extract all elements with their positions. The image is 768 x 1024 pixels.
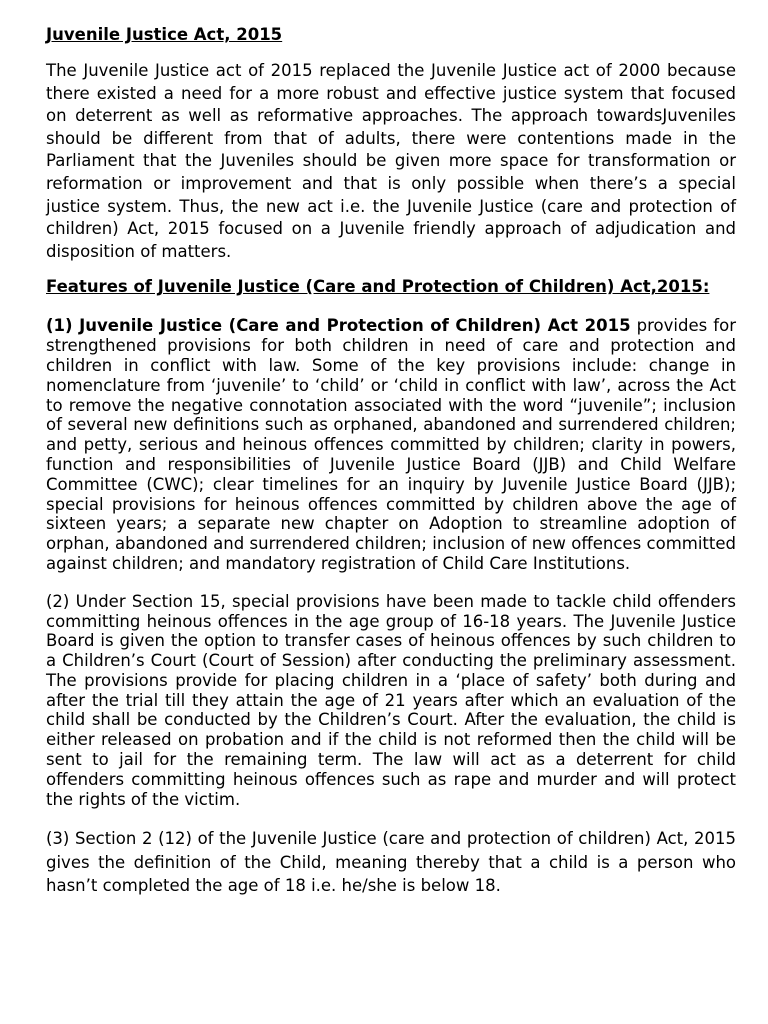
point-1-heading: (1) Juvenile Justice (Care and Protection of Children) Act 2015 <box>46 316 631 336</box>
document-title: Juvenile Justice Act, 2015 <box>46 25 283 44</box>
point-1-paragraph <box>46 316 736 573</box>
point-2-paragraph: (2) Under Section 15, special provisions have been made to tackle child offenders committing heinous offences in the age group of 16-18 years. The Juvenile Justice Board is given the option to transfer cases of heinous offences by such children to a Children’s Court (Court of Session) after conducting the preliminary assessment. The provisions provide for placing children in a ‘place of safety’ both during and after the trial till they attain the age of 21 years after which an evaluation of the child shall be conducted by the Children’s Court. After the evaluation, the child is either released on probation and if the child is not reformed then the child will be sent to jail for the remaining term. The law will act as a deterrent for child offenders committing heinous offences such as rape and murder and will protect the rights of the victim. <box>46 591 736 809</box>
intro-paragraph: The Juvenile Justice act of 2015 replaced the Juvenile Justice act of 2000 because there existed a need for a more robust and effective justice system that focused on deterrent as well as reformative approaches. The approach towardsJuveniles should be different from that of adults, there were contentions made in the Parliament that the Juveniles should be given more space for transformation or reformation or improvement and that is only possible when there’s a special justice system. Thus, the new act i.e. the Juvenile Justice (care and protection of children) Act, 2015 focused on a Juvenile friendly approach of adjudication and disposition of matters. <box>46 61 736 261</box>
point-1-text: provides for strengthened provisions for both children in need of care and protection and children in conflict with law. Some of the key provisions include: change in nomenclature from ‘juvenile’ to ‘child’ or ‘child in conflict with law’, across the Act to remove the negative connotation associated with the word “juvenile”; inclusion of several new definitions such as orphaned, abandoned and surrendered children; and petty, serious and heinous offences committed by children; clarity in powers, function and responsibilities of Juvenile Justice Board (JJB) and Child Welfare Committee (CWC); clear timelines for an inquiry by Juvenile Justice Board (JJB); special provisions for heinous offences committed by children above the age of sixteen years; a separate new chapter on Adoption to streamline adoption of orphan, abandoned and surrendered children; inclusion of new offences committed against children; and mandatory registration of Child Care Institutions. <box>46 316 736 573</box>
point-3-paragraph: (3) Section 2 (12) of the Juvenile Justice (care and protection of children) Act, 2015 gives the definition of the Child, meaning thereby that a child is a person who hasn’t completed the age of 18 i.e. he/she is below 18. <box>46 829 736 896</box>
features-heading: Features of Juvenile Justice (Care and Protection of Children) Act,2015: <box>46 277 710 297</box>
